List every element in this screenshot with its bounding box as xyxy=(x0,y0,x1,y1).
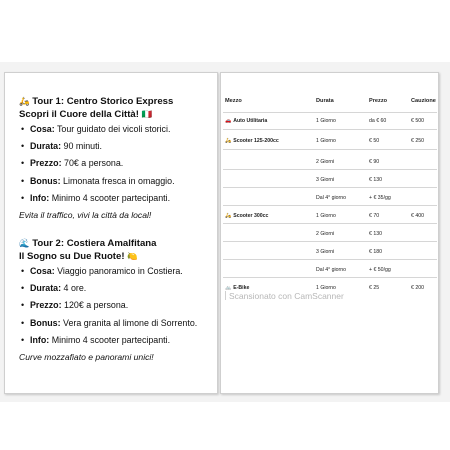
table-cell-text: € 90 xyxy=(369,159,380,165)
table-cell-text: + € 50/gg xyxy=(369,267,391,273)
table-cell-text: € 25 xyxy=(369,285,380,291)
table-cell-mezzo xyxy=(225,213,268,219)
table-cell-text: Scooter 300cc xyxy=(233,213,269,219)
top-background xyxy=(0,0,450,62)
table-cell-text: Auto Utilitaria xyxy=(233,118,268,124)
detail-text: Limonata fresca in omaggio. xyxy=(60,175,175,186)
table-cell-durata xyxy=(316,177,334,183)
table-cell-text: € 250 xyxy=(411,138,424,144)
table-cell-text: 1 Giorno xyxy=(316,118,336,124)
tour1-title: 🛵 Tour 1: Centro Storico Express xyxy=(19,96,174,107)
row-divider xyxy=(223,277,437,278)
detail-text: Minimo 4 scooter partecipanti. xyxy=(49,334,171,345)
scooter-icon: 🛵 xyxy=(19,96,30,106)
right-page xyxy=(220,72,439,394)
detail-label: Prezzo: xyxy=(30,300,62,311)
detail-item xyxy=(30,123,211,136)
table-cell-text: 1 Giorno xyxy=(316,285,336,291)
table-cell-text: Dal 4° giorno xyxy=(316,267,347,273)
detail-text: 120€ a persona. xyxy=(61,300,129,311)
table-cell-durata xyxy=(316,159,334,165)
table-cell-text: € 130 xyxy=(369,231,382,237)
table-cell-mezzo xyxy=(225,138,279,144)
table-cell-prezzo xyxy=(369,267,391,273)
detail-label: Info: xyxy=(30,192,50,203)
scooter-icon: 🛵 xyxy=(225,138,232,144)
table-cell-durata xyxy=(316,213,336,219)
table-cell-prezzo xyxy=(369,138,379,144)
detail-item xyxy=(30,282,211,295)
detail-label: Cosa: xyxy=(30,124,55,134)
table-cell-durata xyxy=(316,138,336,144)
tour2-details xyxy=(19,265,211,346)
table-cell-prezzo xyxy=(369,118,386,124)
detail-label: Prezzo: xyxy=(30,158,62,169)
table-cell-text: + € 35/gg xyxy=(369,195,391,201)
table-cell-mezzo xyxy=(225,118,267,124)
table-cell-durata xyxy=(316,118,336,124)
table-cell-cauzione xyxy=(411,138,424,144)
table-cell-text: 3 Giorni xyxy=(316,249,335,255)
table-cell-text: € 130 xyxy=(369,177,382,183)
detail-item xyxy=(30,175,211,188)
detail-label: Durata: xyxy=(30,283,62,294)
bike-icon: 🚲 xyxy=(225,285,232,291)
table-cell-text: € 50 xyxy=(369,138,380,144)
header-cauzione: Cauzione xyxy=(411,98,436,104)
header-durata: Durata xyxy=(316,98,334,104)
table-cell-text: 1 Giorno xyxy=(316,138,336,144)
table-cell-prezzo xyxy=(369,213,379,219)
table-cell-text: 1 Giorno xyxy=(316,213,336,219)
row-divider xyxy=(223,223,437,224)
row-divider xyxy=(223,149,437,150)
table-cell-text: 2 Giorni xyxy=(316,159,335,165)
detail-label: Bonus: xyxy=(30,317,61,328)
table-cell-durata xyxy=(316,249,334,255)
table-cell-durata xyxy=(316,231,334,237)
detail-text: Vera granita al limone di Sorrento. xyxy=(60,317,198,328)
row-divider xyxy=(223,169,437,170)
table-cell-cauzione xyxy=(411,285,424,291)
table-cell-text: € 70 xyxy=(369,213,380,219)
table-cell-cauzione xyxy=(411,213,424,219)
detail-text: 70€ a persona. xyxy=(61,158,124,169)
row-divider xyxy=(223,112,437,113)
table-cell-text: Scooter 125-200cc xyxy=(233,138,279,144)
row-divider xyxy=(223,129,437,130)
detail-item xyxy=(30,317,211,330)
table-cell-prezzo xyxy=(369,177,382,183)
bottom-background xyxy=(0,402,450,450)
car-icon: 🚗 xyxy=(225,118,232,124)
tour2-subtitle: Il Sogno su Due Ruote! 🍋 xyxy=(19,250,138,262)
detail-item xyxy=(30,334,211,347)
watermark-separator xyxy=(225,291,226,300)
tour1-block xyxy=(19,95,211,221)
detail-label: Cosa: xyxy=(30,265,55,276)
row-divider xyxy=(223,241,437,242)
detail-item xyxy=(30,265,211,278)
detail-text: Minimo 4 scooter partecipanti. xyxy=(49,192,171,203)
table-cell-prezzo xyxy=(369,195,391,201)
detail-item xyxy=(30,299,211,312)
detail-label: Bonus: xyxy=(30,175,61,186)
tour2-title: 🌊 Tour 2: Costiera Amalfitana xyxy=(19,237,157,249)
row-divider xyxy=(223,187,437,188)
detail-text: Tour guidato dei vicoli storici. xyxy=(54,124,171,134)
header-prezzo: Prezzo xyxy=(369,98,388,104)
tour1-subtitle: Scopri il Cuore della Città! 🇮🇹 xyxy=(19,109,153,120)
table-cell-prezzo xyxy=(369,231,382,237)
table-cell-text: € 180 xyxy=(369,249,382,255)
wave-icon: 🌊 xyxy=(19,237,30,248)
table-cell-text: Dal 4° giorno xyxy=(316,195,347,201)
tour2-tagline: Curve mozzafiato e panorami unici! xyxy=(19,351,154,362)
table-cell-text: 2 Giorni xyxy=(316,231,335,237)
detail-label: Info: xyxy=(30,334,50,345)
italy-flag-icon: 🇮🇹 xyxy=(141,109,153,119)
table-cell-text: € 200 xyxy=(411,285,424,291)
detail-text: 90 minuti. xyxy=(61,141,103,152)
detail-text: Viaggio panoramico in Costiera. xyxy=(54,265,183,276)
scooter-icon: 🛵 xyxy=(225,213,232,219)
table-cell-prezzo xyxy=(369,159,379,165)
detail-text: 4 ore. xyxy=(61,283,87,294)
table-cell-text: € 500 xyxy=(411,118,424,124)
table-cell-prezzo xyxy=(369,285,379,291)
table-cell-text: € 400 xyxy=(411,213,424,219)
table-cell-text: E-Bike xyxy=(233,285,250,291)
table-cell-durata xyxy=(316,195,346,201)
watermark: Scansionato con CamScanner xyxy=(225,291,344,301)
lemon-icon: 🍋 xyxy=(127,250,138,261)
tour2-block xyxy=(19,237,211,363)
table-cell-text: da € 60 xyxy=(369,118,387,124)
tour1-tagline: Evita il traffico, vivi la città da local! xyxy=(19,209,152,220)
table-cell-cauzione xyxy=(411,118,424,124)
table-cell-text: 3 Giorni xyxy=(316,177,335,183)
row-divider xyxy=(223,259,437,260)
detail-item xyxy=(30,157,211,170)
table-cell-prezzo xyxy=(369,249,382,255)
left-page xyxy=(4,72,218,394)
detail-item xyxy=(30,192,211,205)
price-table xyxy=(221,73,440,395)
header-mezzo: Mezzo xyxy=(225,98,242,104)
detail-label: Durata: xyxy=(30,141,62,152)
table-cell-durata xyxy=(316,267,346,273)
row-divider xyxy=(223,205,437,206)
detail-item xyxy=(30,140,211,153)
tour1-details xyxy=(19,123,211,204)
